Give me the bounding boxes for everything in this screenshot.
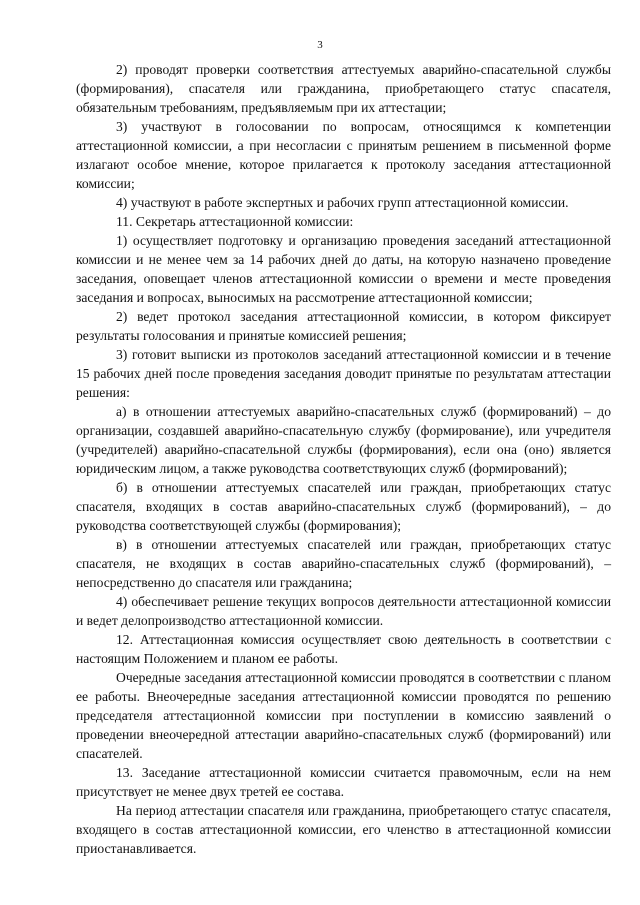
paragraph: 12. Аттестационная комиссия осуществляет свою деятельность в соответствии с настоящим Положением и планом ее работы.	[76, 632, 611, 666]
paragraph: в) в отношении аттестуемых спасателей или граждан, приобретающих статус спасателя, не входящих в состав аварийно-спасательных служб (формирований), – непосредственно до спасателя или гражданина;	[76, 537, 611, 590]
paragraph: 13. Заседание аттестационной комиссии считается правомочным, если на нем присутствует не менее двух третей ее состава.	[76, 765, 611, 799]
paragraph: 2) ведет протокол заседания аттестационной комиссии, в котором фиксирует результаты голосования и принятые комиссией решения;	[76, 309, 611, 343]
page-number: 3	[317, 39, 323, 51]
section-heading: 11. Секретарь аттестационной комиссии:	[116, 214, 354, 229]
paragraph: 4) участвуют в работе экспертных и рабочих групп аттестационной комиссии.	[116, 195, 569, 210]
paragraph: 3) готовит выписки из протоколов заседаний аттестационной комиссии и в течение 15 рабочих дней после проведения заседания доводит принятые по результатам аттестации решения:	[76, 347, 611, 400]
paragraph: а) в отношении аттестуемых аварийно-спасательных служб (формирований) – до организации, создавшей аварийно-спасательную службу (формирование), или учредителя (учредителей) аварийно-спасательной службы (формирования), если она (оно) является юридическим лицом, а также руководства соответствующих служб (формирований);	[76, 404, 611, 476]
paragraph: 4) обеспечивает решение текущих вопросов деятельности аттестационной комиссии и ведет делопроизводство аттестационной комиссии.	[76, 594, 611, 628]
document-body	[76, 60, 611, 858]
paragraph: 3) участвуют в голосовании по вопросам, относящимся к компетенции аттестационной комиссии, а при несогласии с принятым решением в письменной форме излагают особое мнение, которое прилагается к протоколу заседания аттестационной комиссии;	[76, 119, 611, 191]
paragraph: б) в отношении аттестуемых спасателей или граждан, приобретающих статус спасателя, входящих в состав аварийно-спасательных служб (формирований), – до руководства соответствующей службы (формирования);	[76, 480, 611, 533]
paragraph: На период аттестации спасателя или гражданина, приобретающего статус спасателя, входящего в состав аттестационной комиссии, его членство в аттестационной комиссии приостанавливается.	[76, 803, 611, 856]
paragraph: 1) осуществляет подготовку и организацию проведения заседаний аттестационной комиссии и не менее чем за 14 рабочих дней до даты, на которую назначено проведение заседания, оповещает членов аттестационной комиссии о времени и месте проведения заседания и вопросах, выносимых на рассмотрение аттестационной комиссии;	[76, 233, 611, 305]
paragraph: Очередные заседания аттестационной комиссии проводятся в соответствии с планом ее работы. Внеочередные заседания аттестационной комиссии проводятся по решению председателя аттестационной комиссии при поступлении в комиссию заявлений о проведении внеочередной аттестации аварийно-спасательных служб (формирований) или спасателей.	[76, 670, 611, 761]
paragraph: 2) проводят проверки соответствия аттестуемых аварийно-спасательной службы (формирования), спасателя или гражданина, приобретающего статус спасателя, обязательным требованиям, предъявляемым при их аттестации;	[76, 62, 611, 115]
